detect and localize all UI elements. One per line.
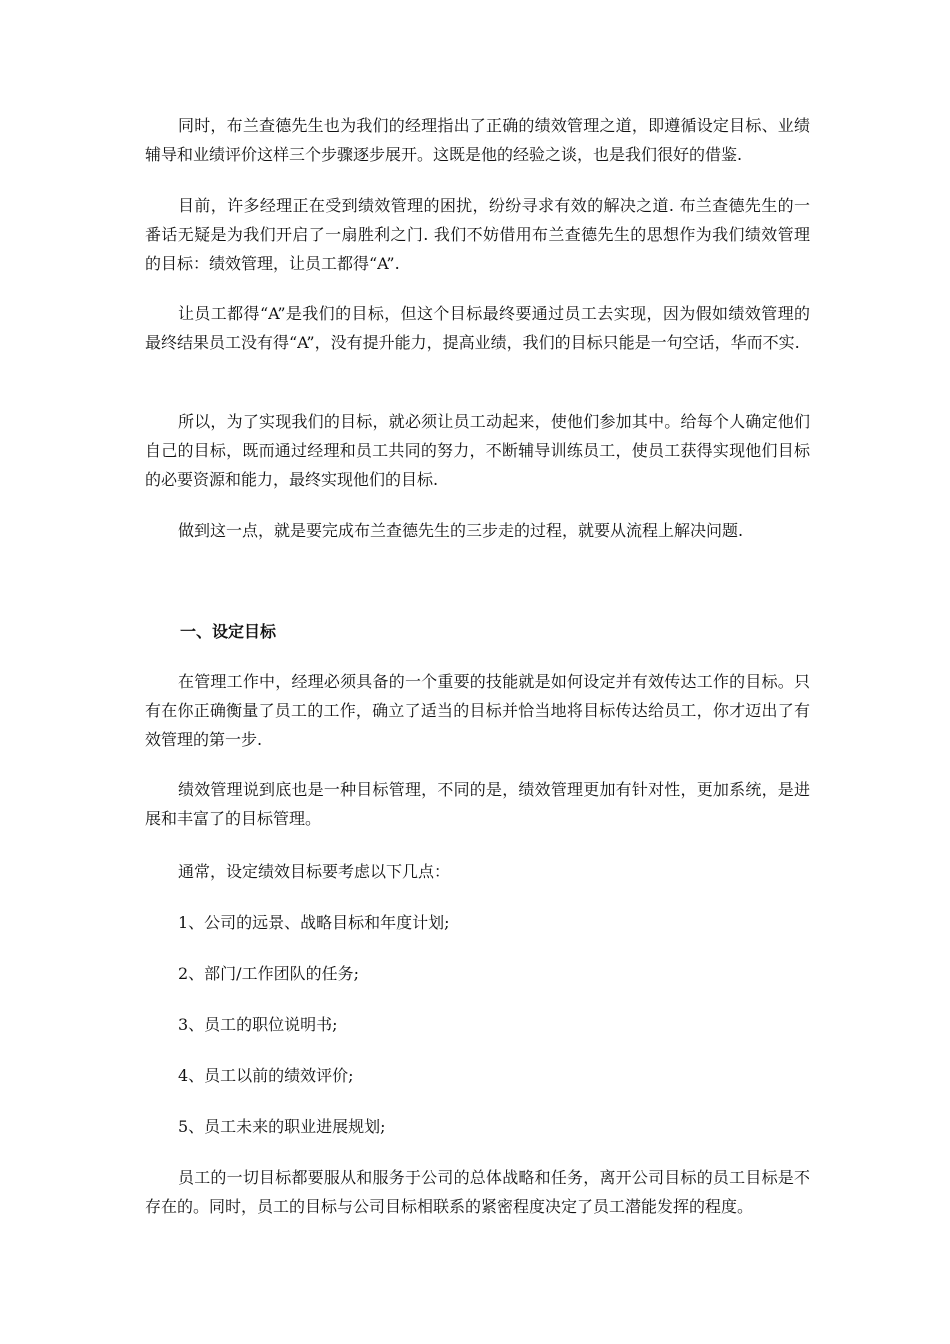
intro-paragraph-2: 目前，许多经理正在受到绩效管理的困扰，纷纷寻求有效的解决之道. 布兰查德先生的一番话无疑是为我们开启了一扇胜利之门. 我们不妨借用布兰查德先生的思想作为我们绩效管理的目标：绩效管理，让员工都得“A”. [145, 196, 810, 273]
section-paragraph-3: 通常，设定绩效目标要考虑以下几点： [178, 862, 451, 881]
list-item: 3、员工的职位说明书; [178, 1015, 338, 1034]
list-item: 1、公司的远景、战略目标和年度计划; [178, 913, 450, 932]
section-heading: 一、设定目标 [180, 622, 277, 641]
intro-paragraph-1: 同时，布兰查德先生也为我们的经理指出了正确的绩效管理之道，即遵循设定目标、业绩辅导和业绩评价这样三个步骤逐步展开。这既是他的经验之谈，也是我们很好的借鉴. [145, 116, 810, 164]
list-item: 4、员工以前的绩效评价; [178, 1066, 354, 1085]
list-item: 5、员工未来的职业进展规划; [178, 1117, 386, 1136]
section-paragraph-2: 绩效管理说到底也是一种目标管理，不同的是，绩效管理更加有针对性，更加系统，是进展和丰富了的目标管理。 [145, 780, 810, 828]
list-item: 2、部门/工作团队的任务; [178, 964, 359, 983]
closing-paragraph: 员工的一切目标都要服从和服务于公司的总体战略和任务，离开公司目标的员工目标是不存在的。同时，员工的目标与公司目标相联系的紧密程度决定了员工潜能发挥的程度。 [145, 1168, 810, 1216]
section-paragraph-1: 在管理工作中，经理必须具备的一个重要的技能就是如何设定并有效传达工作的目标。只有在你正确衡量了员工的工作，确立了适当的目标并恰当地将目标传达给员工，你才迈出了有效管理的第一步. [145, 672, 810, 749]
intro-paragraph-4: 所以，为了实现我们的目标，就必须让员工动起来，使他们参加其中。给每个人确定他们自己的目标，既而通过经理和员工共同的努力，不断辅导训练员工，使员工获得实现他们目标的必要资源和能力，最终实现他们的目标. [145, 412, 810, 489]
intro-paragraph-5: 做到这一点，就是要完成布兰查德先生的三步走的过程，就要从流程上解决问题. [178, 521, 744, 540]
intro-paragraph-3: 让员工都得“A”是我们的目标，但这个目标最终要通过员工去实现，因为假如绩效管理的最终结果员工没有得“A”，没有提升能力，提高业绩，我们的目标只能是一句空话，华而不实. [145, 304, 810, 352]
